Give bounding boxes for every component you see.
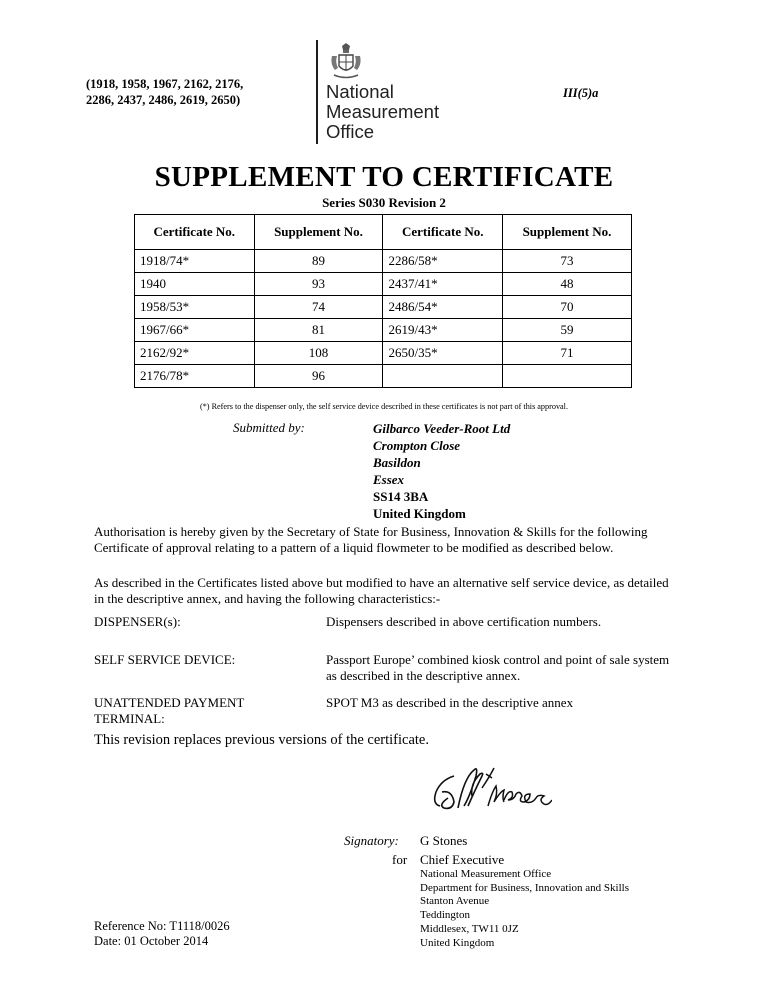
revision-note: This revision replaces previous versions of the certificate. — [94, 732, 429, 748]
supplement-cell: 81 — [254, 319, 383, 342]
address-line: Stanton Avenue — [420, 895, 490, 908]
column-header: Supplement No. — [503, 215, 632, 250]
submitter-address — [373, 420, 510, 522]
certificate-cell: 2176/78* — [135, 365, 255, 388]
royal-crest-icon — [328, 42, 364, 82]
certificate-cell: 2619/43* — [383, 319, 503, 342]
certificate-cell: 2162/92* — [135, 342, 255, 365]
nmo-logo — [316, 40, 466, 148]
characteristic-label-self-service: SELF SERVICE DEVICE: — [94, 652, 236, 667]
submitter-country: United Kingdom — [373, 506, 466, 521]
characteristic-value-self-service: Passport Europe’ combined kiosk control and point of sale system as described in the descriptive annex. — [326, 652, 670, 683]
certificate-list-header — [86, 76, 243, 108]
table-row — [135, 365, 632, 388]
supplement-cell: 71 — [503, 342, 632, 365]
table-row — [135, 296, 632, 319]
submitter-county: Essex — [373, 472, 405, 487]
logo-line-3: Office — [326, 121, 374, 142]
logo-line-2: Measurement — [326, 101, 440, 122]
certificate-cell: 1940 — [135, 273, 255, 296]
characteristic-label-dispenser: DISPENSER(s): — [94, 614, 181, 629]
reference-date: Date: 01 October 2014 — [94, 934, 209, 948]
series-subtitle: Series S030 Revision 2 — [322, 195, 446, 210]
table-header-row — [135, 215, 632, 250]
address-line: National Measurement Office — [420, 868, 552, 880]
column-header: Certificate No. — [383, 215, 503, 250]
certificate-table — [134, 214, 632, 388]
submitted-by-label: Submitted by: — [233, 420, 305, 435]
supplement-cell: 48 — [503, 273, 632, 296]
signatory-label: Signatory: — [344, 833, 399, 848]
characteristic-label-payment-terminal: UNATTENDED PAYMENT TERMINAL: — [94, 695, 245, 726]
logo-line-1: National — [326, 81, 394, 102]
submitter-street: Crompton Close — [373, 438, 461, 453]
supplement-cell: 96 — [254, 365, 383, 388]
nmo-address — [420, 868, 629, 950]
supplement-cell: 70 — [503, 296, 632, 319]
signature-image — [428, 766, 552, 818]
certificate-cell: 2437/41* — [383, 273, 503, 296]
document-code: III(5)a — [563, 86, 599, 100]
authorisation-paragraph: Authorisation is hereby given by the Secretary of State for Business, Innovation & Skills for the following Certificate of approval relating to a pattern of a liquid flowmeter to be modified as described below. — [94, 524, 648, 555]
header-line-1: (1918, 1958, 1967, 2162, 2176, — [86, 77, 244, 91]
submitter-company: Gilbarco Veeder-Root Ltd — [373, 421, 511, 436]
description-paragraph: As described in the Certificates listed above but modified to have an alternative self service device, as detailed in the descriptive annex, and having the following characteristics:- — [94, 575, 669, 606]
table-row — [135, 342, 632, 365]
certificate-cell: 2286/58* — [383, 250, 503, 273]
certificate-cell: 1967/66* — [135, 319, 255, 342]
submitter-postcode: SS14 3BA — [373, 489, 429, 504]
table-row — [135, 250, 632, 273]
supplement-cell: 73 — [503, 250, 632, 273]
signatory-name: G Stones — [420, 833, 468, 848]
address-line: Middlesex, TW11 0JZ — [420, 922, 519, 935]
column-header: Supplement No. — [254, 215, 383, 250]
address-line: United Kingdom — [420, 936, 495, 949]
supplement-cell — [503, 365, 632, 388]
table-row — [135, 319, 632, 342]
signatory-role: Chief Executive — [420, 852, 505, 867]
supplement-cell: 108 — [254, 342, 383, 365]
supplement-cell: 74 — [254, 296, 383, 319]
certificate-cell: 2486/54* — [383, 296, 503, 319]
submitter-town: Basildon — [373, 455, 421, 470]
certificate-cell: 1958/53* — [135, 296, 255, 319]
column-header: Certificate No. — [135, 215, 255, 250]
certificate-cell: 2650/35* — [383, 342, 503, 365]
supplement-cell: 93 — [254, 273, 383, 296]
page-title: SUPPLEMENT TO CERTIFICATE — [154, 161, 614, 193]
address-line: Teddington — [420, 909, 470, 922]
certificate-cell: 1918/74* — [135, 250, 255, 273]
supplement-cell: 89 — [254, 250, 383, 273]
characteristic-value-dispenser: Dispensers described in above certification numbers. — [326, 614, 602, 629]
certificate-cell — [383, 365, 503, 388]
address-line: Department for Business, Innovation and Skills — [420, 881, 629, 894]
reference-block — [94, 919, 230, 949]
supplement-cell: 59 — [503, 319, 632, 342]
table-row — [135, 273, 632, 296]
characteristic-value-payment-terminal: SPOT M3 as described in the descriptive annex — [326, 695, 574, 710]
logo-wordmark — [326, 82, 439, 142]
for-label: for — [392, 852, 408, 867]
table-footnote: (*) Refers to the dispenser only, the self service device described in these certificates is not part of this approval. — [199, 402, 568, 411]
reference-number: Reference No: T1118/0026 — [94, 919, 230, 933]
logo-divider — [316, 40, 318, 144]
header-line-2: 2286, 2437, 2486, 2619, 2650) — [86, 93, 241, 107]
